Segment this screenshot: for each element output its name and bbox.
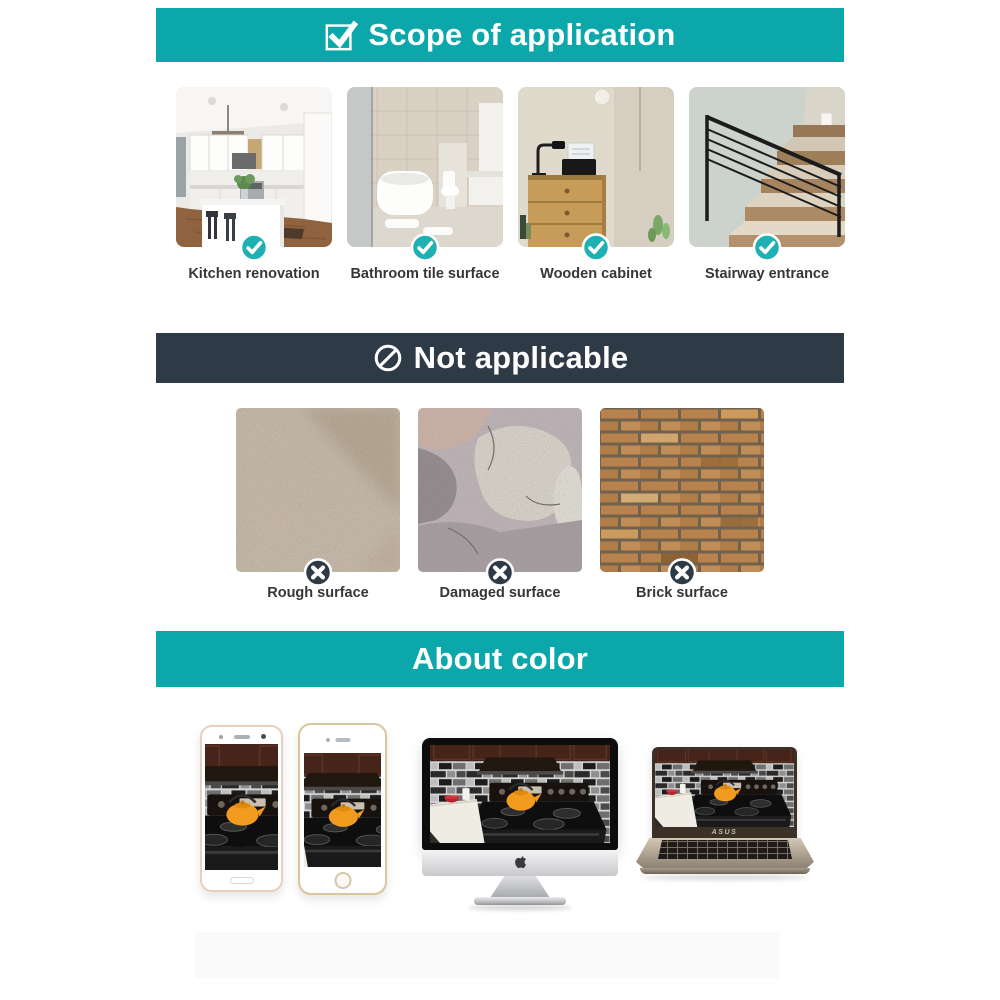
phone-camera-dot-icon	[326, 738, 330, 742]
scope-of-application-banner	[156, 8, 844, 62]
imac-screen	[430, 745, 610, 843]
laptop-shadow	[642, 875, 808, 880]
kitchen-backsplash-screen-image	[655, 750, 794, 827]
check-circle-icon	[581, 232, 612, 263]
imac-shadow	[468, 905, 572, 910]
imac-stand	[490, 876, 550, 898]
x-circle-icon	[667, 557, 698, 588]
stairway-entrance-photo	[689, 87, 845, 247]
not-applicable-banner	[156, 333, 844, 383]
damaged-surface-photo	[418, 408, 582, 572]
damaged-surface-image	[418, 408, 582, 572]
laptop-front-edge	[640, 868, 810, 874]
check-circle-icon	[752, 232, 783, 263]
not-applicable-card-damaged	[418, 408, 582, 601]
floor-reflection	[195, 932, 780, 978]
imac-bezel	[422, 738, 618, 850]
phone-home-button	[334, 872, 351, 889]
kitchen-renovation-photo	[176, 87, 332, 247]
x-circle-icon	[485, 557, 516, 588]
applicable-card-cabinet	[518, 87, 674, 282]
iphone-screen	[304, 753, 381, 867]
not-applicable-card-brick	[600, 408, 764, 601]
rough-surface-photo	[236, 408, 400, 572]
brick-surface-photo	[600, 408, 764, 572]
smartphone-screen	[205, 744, 278, 870]
applicable-card-kitchen	[176, 87, 332, 282]
kitchen-backsplash-screen-image	[304, 753, 381, 867]
smartphone-device	[200, 725, 283, 892]
phone-speaker-slit-icon	[335, 738, 350, 742]
kitchen-renovation-image	[176, 87, 332, 247]
iphone-device	[298, 723, 387, 895]
bathroom-tile-image	[347, 87, 503, 247]
bathroom-tile-photo	[347, 87, 503, 247]
check-circle-icon	[239, 232, 270, 263]
phone-camera-dot-icon	[219, 735, 223, 739]
not-applicable-surfaces-row	[236, 408, 764, 601]
not-applicable-banner-title: Not applicable	[413, 340, 629, 375]
scope-banner-title: Scope of application	[368, 17, 676, 52]
x-circle-icon	[303, 557, 334, 588]
kitchen-backsplash-screen-image	[205, 744, 278, 870]
wooden-cabinet-photo	[518, 87, 674, 247]
imac-desktop-device	[422, 738, 618, 908]
about-color-banner-title: About color	[411, 641, 589, 676]
about-color-banner	[156, 631, 844, 687]
applicable-label: Stairway entrance	[704, 266, 830, 282]
imac-base	[474, 897, 566, 905]
checked-checkbox-icon	[324, 18, 358, 52]
asus-laptop-device	[636, 747, 814, 880]
applicable-label: Kitchen renovation	[188, 266, 320, 282]
phone-camera-icon	[261, 734, 266, 739]
not-applicable-card-rough	[236, 408, 400, 601]
rough-surface-image	[236, 408, 400, 572]
stairway-entrance-image	[689, 87, 845, 247]
not-applicable-label: Brick surface	[636, 585, 728, 601]
applicable-label: Wooden cabinet	[540, 266, 652, 282]
apple-logo-icon	[514, 854, 527, 869]
applicable-card-bathroom	[347, 87, 503, 282]
applicable-card-stairway	[689, 87, 845, 282]
phone-speaker-slit-icon	[234, 735, 250, 739]
laptop-keyboard	[658, 840, 792, 859]
prohibition-icon	[372, 342, 404, 374]
phone-home-button	[230, 877, 254, 884]
asus-logo: ASUS	[711, 829, 738, 836]
brick-surface-image	[600, 408, 764, 572]
not-applicable-label: Damaged surface	[439, 585, 561, 601]
laptop-screen	[655, 750, 794, 827]
check-circle-icon	[410, 232, 441, 263]
wooden-cabinet-image	[518, 87, 674, 247]
not-applicable-label: Rough surface	[267, 585, 369, 601]
applicable-label: Bathroom tile surface	[350, 266, 500, 282]
kitchen-backsplash-screen-image	[430, 745, 610, 843]
applicable-surfaces-row	[176, 87, 845, 282]
